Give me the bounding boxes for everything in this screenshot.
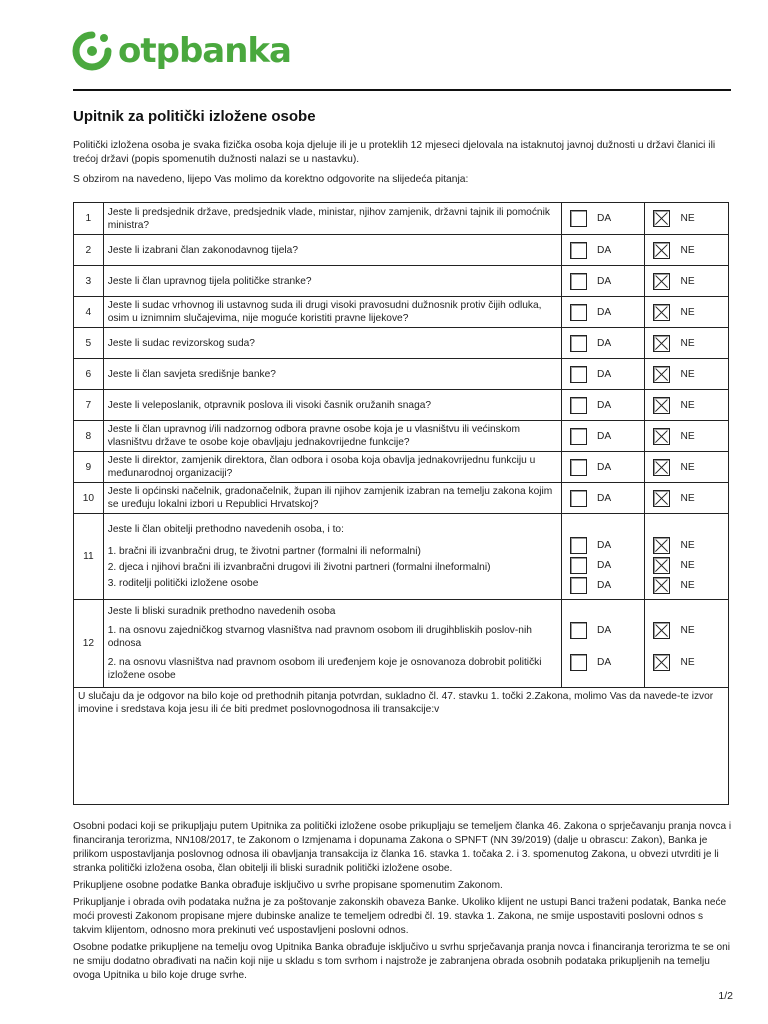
header-divider: [73, 89, 731, 91]
ne-checkbox[interactable]: [653, 273, 670, 290]
ne-checkbox[interactable]: [653, 490, 670, 507]
option-label: DA: [597, 368, 612, 380]
da-checkbox[interactable]: [570, 490, 587, 507]
option-label: DA: [597, 306, 612, 318]
question-number: 11: [74, 514, 104, 600]
ne-checkbox[interactable]: [653, 654, 670, 671]
sub-question-text: 3. roditelji politički izložene osobe: [107, 578, 259, 589]
da-checkbox[interactable]: [570, 397, 587, 414]
ne-cell: [645, 452, 729, 483]
da-cell: [562, 600, 645, 688]
da-checkbox[interactable]: [570, 210, 587, 227]
answer-option-ne: [645, 333, 728, 353]
question-text: Jeste li predsjednik države, predsjednik vlade, ministar, njihov zamjenik, državni tajnik ili pomoćnik ministra?: [103, 203, 561, 235]
footer-paragraph: Osobni podaci koji se prikupljaju putem Upitnika za politički izložene osobe prikupljaju se temeljem članka 46. Zakona o sprječavanju pranja novca i financiranja terorizma, NN108/2017, te Zakonom o Izmjenama i dopunama Zakona o SPNFT (NN 39/2019) (dalje u obrascu: Zakon), Banka je prilikom uspostavljanja poslovnog odnosa ili obavljanja transakcija iz članka 16. stavka 1. točaka 2. i 3. spomenutog Zakona, u obvezi utvrditi je li stranka politički izložena osoba, član obitelji ili bliski suradnik politički izložene osobe.: [73, 821, 732, 874]
ne-checkbox[interactable]: [653, 537, 670, 554]
sub-question-text: 1. na osnovu zajedničkog stvarnog vlasništva nad pravnom osobom ili drugihbliskih poslov-nih odnosa: [107, 625, 532, 649]
ne-checkbox[interactable]: [653, 397, 670, 414]
da-cell: [562, 359, 645, 390]
ne-cell: [645, 390, 729, 421]
question-text: Jeste li sudac revizorskog suda?: [103, 328, 561, 359]
option-label: NE: [680, 244, 695, 256]
otp-banka-logo: [72, 28, 291, 74]
ne-cell: [645, 600, 729, 688]
answer-option-da: [562, 426, 644, 446]
da-checkbox[interactable]: [570, 654, 587, 671]
answer-option-da: [562, 576, 644, 596]
page-title: Upitnik za politički izložene osobe: [73, 108, 316, 125]
da-cell: [562, 328, 645, 359]
answer-option-ne: [645, 620, 728, 640]
answer-option-ne: [645, 364, 728, 384]
answer-option-da: [562, 620, 644, 640]
answer-option-da: [562, 333, 644, 353]
question-text-cell: [103, 600, 561, 688]
option-label: DA: [597, 244, 612, 256]
question-number: 9: [74, 452, 104, 483]
option-label: NE: [680, 461, 695, 473]
da-cell: [562, 390, 645, 421]
option-label: DA: [597, 580, 612, 591]
otp-logo-icon: [72, 31, 112, 71]
question-row: [74, 421, 729, 452]
question-text: Jeste li član upravnog tijela političke stranke?: [103, 266, 561, 297]
ne-checkbox[interactable]: [653, 335, 670, 352]
answer-option-ne: [645, 652, 728, 672]
question-text: Jeste li direktor, zamjenik direktora, član odbora i osoba koja obavlja jednakovrijednu funkciju u međunarodnoj organizaciji?: [103, 452, 561, 483]
answer-option-ne: [645, 395, 728, 415]
option-label: DA: [597, 492, 612, 504]
answer-option-da: [562, 652, 644, 672]
question-row: [74, 297, 729, 328]
question-text: Jeste li veleposlanik, otpravnik poslova ili visoki časnik oružanih snaga?: [103, 390, 561, 421]
ne-cell: [645, 359, 729, 390]
ne-cell: [645, 328, 729, 359]
ne-cell: [645, 421, 729, 452]
footer-paragraph: Osobne podatke prikupljene na temelju ovog Upitnika Banka obrađuje isključivo u svrhu sprječavanja pranja novca i financiranja terorizma te se oni ne smiju dodatno obrađivati na način koji nije u skladu s tom svrhom i najstrože je zabranjena obrada osobnih podataka prikupljenih na temelju ovoga Upitnika u bilo koje druge svrhe.: [73, 942, 731, 981]
option-label: NE: [680, 656, 695, 668]
answer-option-da: [562, 488, 644, 508]
option-label: NE: [680, 624, 695, 636]
question-text: Jeste li bliski suradnik prethodno navedenih osoba: [107, 606, 336, 617]
intro-paragraph: S obzirom na navedeno, lijepo Vas molimo da korektno odgovorite na slijedeća pitanja:: [73, 174, 469, 185]
ne-checkbox[interactable]: [653, 304, 670, 321]
answer-option-ne: [645, 271, 728, 291]
questionnaire-table: [73, 202, 729, 805]
option-label: DA: [597, 656, 612, 668]
option-label: NE: [680, 492, 695, 504]
da-checkbox[interactable]: [570, 459, 587, 476]
ne-checkbox[interactable]: [653, 459, 670, 476]
option-label: NE: [680, 399, 695, 411]
question-row: [74, 452, 729, 483]
note-text: U slučaju da je odgovor na bilo koje od prethodnih pitanja potvrdan, sukladno čl. 47. stavku 1. točki 2.Zakona, molimo Vas da navede-te izvor imovine i sredstava koja jesu ili će biti predmet poslovnogodnosa ili transakcije:v: [78, 691, 714, 715]
logo-text: otpbanka: [118, 31, 291, 71]
da-checkbox[interactable]: [570, 428, 587, 445]
sub-question-text: 2. djeca i njihovi bračni ili izvanbračni drugovi ili životni partneri (formalni ilneformalni): [107, 562, 491, 573]
option-label: DA: [597, 461, 612, 473]
ne-cell: [645, 483, 729, 514]
option-label: NE: [680, 306, 695, 318]
answer-option-da: [562, 271, 644, 291]
answer-option-ne: [645, 488, 728, 508]
answer-option-da: [562, 302, 644, 322]
answer-option-da: [562, 457, 644, 477]
question-row: [74, 390, 729, 421]
answer-option-da: [562, 536, 644, 556]
ne-checkbox[interactable]: [653, 210, 670, 227]
answer-option-da: [562, 209, 644, 229]
answer-option-da: [562, 364, 644, 384]
ne-cell: [645, 203, 729, 235]
option-label: NE: [680, 337, 695, 349]
footer-paragraph: Prikupljanje i obrada ovih podataka nužna je za poštovanje zakonskih obaveza Banke. Ukoliko klijent ne ustupi Banci traženi podatak, Banka neće moći provesti Zakonom propisane mjere dubinske analize te temeljem odredbi čl. 19. stavka 1. Zakona, ne smije uspostaviti poslovni odnos s takvim klijentom, odnosno mora prekinuti već uspostavljeni poslovni odnos.: [73, 897, 727, 936]
question-number: 6: [74, 359, 104, 390]
question-number: 10: [74, 483, 104, 514]
answer-option-ne: [645, 556, 728, 576]
question-row: [74, 483, 729, 514]
answer-option-ne: [645, 536, 728, 556]
option-label: NE: [680, 580, 695, 591]
question-text: Jeste li općinski načelnik, gradonačelnik, župan ili njihov zamjenik izabran na temelju zakona kojim se uređuju lokalni izbori u Republici Hrvatskoj?: [103, 483, 561, 514]
question-text: Jeste li sudac vrhovnog ili ustavnog suda ili drugi visoki pravosudni dužnosnik protiv čijih odluka, osim u iznimnim slučajevima, nije moguće koristiti pravne lijekove?: [103, 297, 561, 328]
ne-cell: [645, 266, 729, 297]
question-text: Jeste li član savjeta središnje banke?: [103, 359, 561, 390]
option-label: NE: [680, 213, 695, 224]
option-label: DA: [597, 540, 612, 551]
question-number: 8: [74, 421, 104, 452]
da-cell: [562, 297, 645, 328]
da-cell: [562, 421, 645, 452]
answer-option-ne: [645, 240, 728, 260]
da-checkbox[interactable]: [570, 335, 587, 352]
da-checkbox[interactable]: [570, 366, 587, 383]
question-row: [74, 359, 729, 390]
option-label: DA: [597, 213, 612, 224]
da-cell: [562, 266, 645, 297]
question-number: 4: [74, 297, 104, 328]
ne-checkbox[interactable]: [653, 428, 670, 445]
ne-cell: [645, 514, 729, 600]
answer-option-da: [562, 395, 644, 415]
answer-option-da: [562, 556, 644, 576]
da-cell: [562, 203, 645, 235]
question-number: 3: [74, 266, 104, 297]
option-label: DA: [597, 337, 612, 349]
da-checkbox[interactable]: [570, 537, 587, 554]
da-checkbox[interactable]: [570, 242, 587, 259]
option-label: NE: [680, 368, 695, 380]
option-label: DA: [597, 560, 612, 571]
da-checkbox[interactable]: [570, 273, 587, 290]
note-row: [74, 688, 729, 805]
question-number: 12: [74, 600, 104, 688]
answer-option-ne: [645, 576, 728, 596]
question-row: [74, 235, 729, 266]
source-of-funds-field[interactable]: [74, 688, 729, 805]
question-row: [74, 203, 729, 235]
da-checkbox[interactable]: [570, 577, 587, 594]
option-label: DA: [597, 430, 612, 442]
answer-option-ne: [645, 457, 728, 477]
option-label: NE: [680, 540, 695, 551]
question-number: 2: [74, 235, 104, 266]
da-cell: [562, 483, 645, 514]
question-text-cell: [103, 514, 561, 600]
ne-cell: [645, 297, 729, 328]
option-label: DA: [597, 399, 612, 411]
da-checkbox[interactable]: [570, 304, 587, 321]
answer-option-ne: [645, 209, 728, 229]
question-number: 1: [74, 203, 104, 235]
option-label: DA: [597, 624, 612, 636]
footer-text: [73, 820, 733, 986]
option-label: NE: [680, 560, 695, 571]
answer-option-ne: [645, 302, 728, 322]
question-number: 7: [74, 390, 104, 421]
intro-paragraph: Politički izložena osoba je svaka fizička osoba koja djeluje ili je u proteklih 12 mjeseci djelovala na istaknutoj javnoj dužnosti u državi članici ili trećoj državi (popis spomenutih dužnosti nalazi se u nastavku).: [73, 140, 716, 165]
ne-cell: [645, 235, 729, 266]
da-checkbox[interactable]: [570, 622, 587, 639]
question-row: [74, 514, 729, 600]
footer-paragraph: Prikupljene osobne podatke Banka obrađuje isključivo u svrhe propisane spomenutim Zakonom.: [73, 880, 503, 891]
da-cell: [562, 452, 645, 483]
question-text: Jeste li član obitelji prethodno navedenih osoba, i to:: [107, 524, 344, 535]
sub-question-text: 2. na osnovu vlasništva nad pravnom osobom ili uređenjem koje je osnovanoza dobrobit politički izložene osobe: [107, 657, 542, 681]
page-number: 1/2: [718, 990, 733, 1002]
ne-checkbox[interactable]: [653, 557, 670, 574]
answer-option-da: [562, 240, 644, 260]
option-label: NE: [680, 275, 695, 287]
question-text: Jeste li član upravnog i/ili nadzornog odbora pravne osobe koja je u vlasništvu ili većinskom vlasništvu države te osobe koje obavljaju jednakovrijedne funkcije?: [103, 421, 561, 452]
question-number: 5: [74, 328, 104, 359]
ne-checkbox[interactable]: [653, 577, 670, 594]
ne-checkbox[interactable]: [653, 242, 670, 259]
ne-checkbox[interactable]: [653, 622, 670, 639]
question-text: Jeste li izabrani član zakonodavnog tijela?: [103, 235, 561, 266]
question-row: [74, 328, 729, 359]
da-cell: [562, 514, 645, 600]
intro-text: [73, 139, 733, 193]
sub-question-text: 1. bračni ili izvanbračni drug, te životni partner (formalni ili neformalni): [107, 546, 421, 557]
answer-option-ne: [645, 426, 728, 446]
option-label: DA: [597, 275, 612, 287]
da-cell: [562, 235, 645, 266]
question-row: [74, 266, 729, 297]
ne-checkbox[interactable]: [653, 366, 670, 383]
da-checkbox[interactable]: [570, 557, 587, 574]
question-row: [74, 600, 729, 688]
option-label: NE: [680, 430, 695, 442]
